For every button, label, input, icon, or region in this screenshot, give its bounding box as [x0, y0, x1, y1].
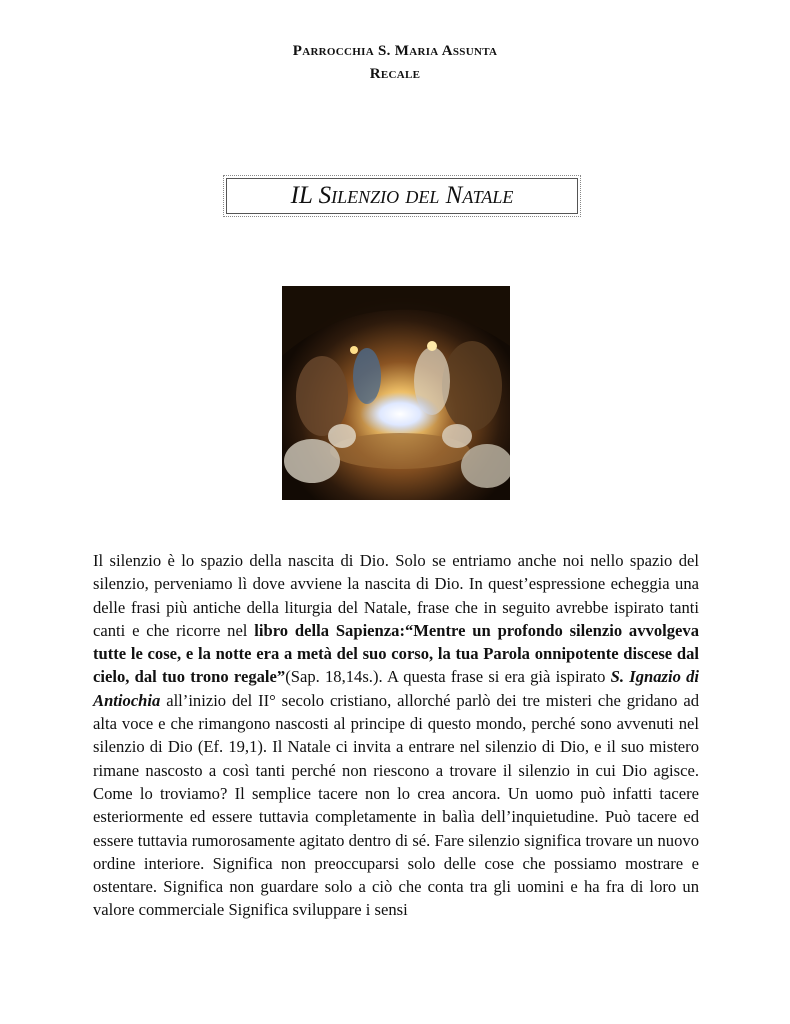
body-paragraph: [93, 549, 699, 922]
paragraph-text-1: Il silenzio è lo spazio della nascita di Dio. Solo se entriamo anche noi nello spazio del silenzio, perveniamo lì dove avviene la nascita di Dio. In quest’espressione echeggia una delle frasi più antiche della liturgia del Natale, frase che in seguito avrebbe ispirato tanti canti e che ricorre nel: [93, 551, 699, 640]
paragraph-text-3: all’inizio del II° secolo cristiano, allorché parlò dei tre misteri che gridano ad alta voce e che rimangono nascosti al principe di questo mondo, perché sono avvenuti nel silenzio di Dio (Ef. 19,1). Il Natale ci invita a entrare nel silenzio di Dio, e il suo mistero rimane nascosto a così tanti perché non riescono a trovare il silenzio in cui Dio agisce. Come lo troviamo? Il semplice tacere non lo crea ancora. Un uomo può infatti tacere esteriormente ed essere tuttavia completamente in balìa dell’inquietudine. Può tacere ed essere tuttavia rumorosamente agitato dentro di sé. Fare silenzio significa trovare un nuovo ordine interiore. Significa non preoccuparsi solo delle cose che possiamo mostrare e ostentare. Significa non guardare solo a ciò che conta tra gli uomini e ha fra di loro un valore commerciale Significa sviluppare i sensi: [93, 690, 699, 920]
paragraph-text-2: (Sap. 18,14s.). A questa frase si era già ispirato: [285, 667, 611, 687]
paragraph-bold-quote: libro della Sapienza:“Mentre un profondo silenzio avvolgeva tutte le cose, e la notte era a metà del suo corso, la tua Parola onnipotente discese dal cielo, dal tuo trono regale”: [93, 620, 699, 687]
paragraph-saint-name: S. Ignazio di Antiochia: [93, 667, 700, 710]
parish-header: [0, 40, 790, 86]
page-title: IL Silenzio del Natale: [226, 178, 578, 214]
parish-town: Recale: [369, 66, 421, 82]
nativity-image: [282, 286, 510, 500]
parish-name: Parrocchia S. Maria Assunta: [292, 43, 498, 59]
